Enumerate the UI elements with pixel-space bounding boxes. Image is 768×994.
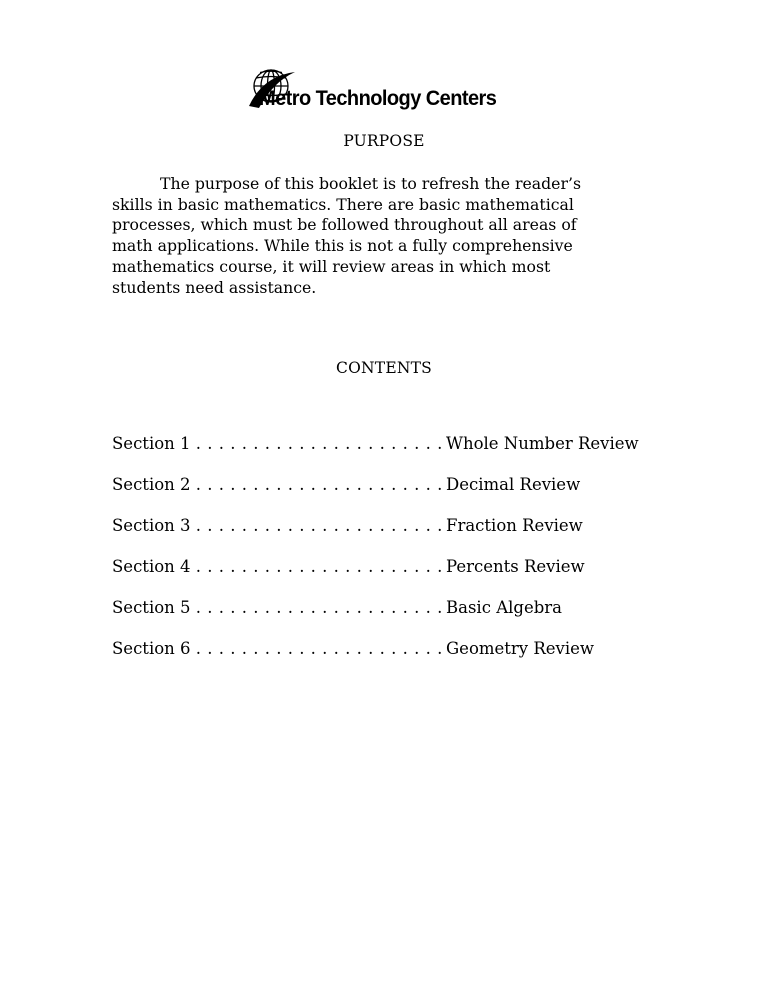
purpose-line: skills in basic mathematics. There are basic mathematical xyxy=(112,194,574,214)
toc-title: Fraction Review xyxy=(446,516,583,535)
toc-leader: . . . . . . . . . . . . . . . . . . . . . . xyxy=(195,557,443,576)
toc-entry xyxy=(112,598,672,639)
toc-section-label: Section 4 xyxy=(112,557,191,576)
purpose-heading: PURPOSE xyxy=(343,132,425,150)
logo-text: Metro Technology Centers xyxy=(259,86,497,110)
toc-title: Basic Algebra xyxy=(446,598,562,617)
toc-entry xyxy=(112,639,672,680)
toc-title: Percents Review xyxy=(446,557,585,576)
purpose-line: math applications. While this is not a fully comprehensive xyxy=(112,236,573,256)
toc-section-label: Section 1 xyxy=(112,434,191,453)
toc-leader: . . . . . . . . . . . . . . . . . . . . . . xyxy=(195,516,443,535)
toc-entry xyxy=(112,557,672,598)
toc-entry xyxy=(112,475,672,516)
toc-section-label: Section 3 xyxy=(112,516,191,535)
metro-logo xyxy=(245,66,535,118)
toc-section-label: Section 6 xyxy=(112,639,191,658)
toc-leader: . . . . . . . . . . . . . . . . . . . . . . xyxy=(195,639,443,658)
table-of-contents xyxy=(112,434,672,680)
purpose-line: processes, which must be followed throughout all areas of xyxy=(112,215,577,235)
contents-heading: CONTENTS xyxy=(336,359,432,377)
toc-leader: . . . . . . . . . . . . . . . . . . . . . . xyxy=(195,598,443,617)
purpose-line: mathematics course, it will review areas in which most xyxy=(112,256,551,276)
toc-entry xyxy=(112,434,672,475)
toc-title: Geometry Review xyxy=(446,639,595,658)
toc-section-label: Section 2 xyxy=(112,475,191,494)
purpose-paragraph xyxy=(112,174,652,298)
toc-section-label: Section 5 xyxy=(112,598,191,617)
purpose-line: The purpose of this booklet is to refresh the reader’s xyxy=(160,174,581,193)
toc-title: Decimal Review xyxy=(446,475,581,494)
toc-title: Whole Number Review xyxy=(446,434,639,453)
toc-leader: . . . . . . . . . . . . . . . . . . . . . . xyxy=(195,475,443,494)
toc-entry xyxy=(112,516,672,557)
toc-leader: . . . . . . . . . . . . . . . . . . . . . . xyxy=(195,434,443,453)
purpose-line: students need assistance. xyxy=(112,277,317,297)
